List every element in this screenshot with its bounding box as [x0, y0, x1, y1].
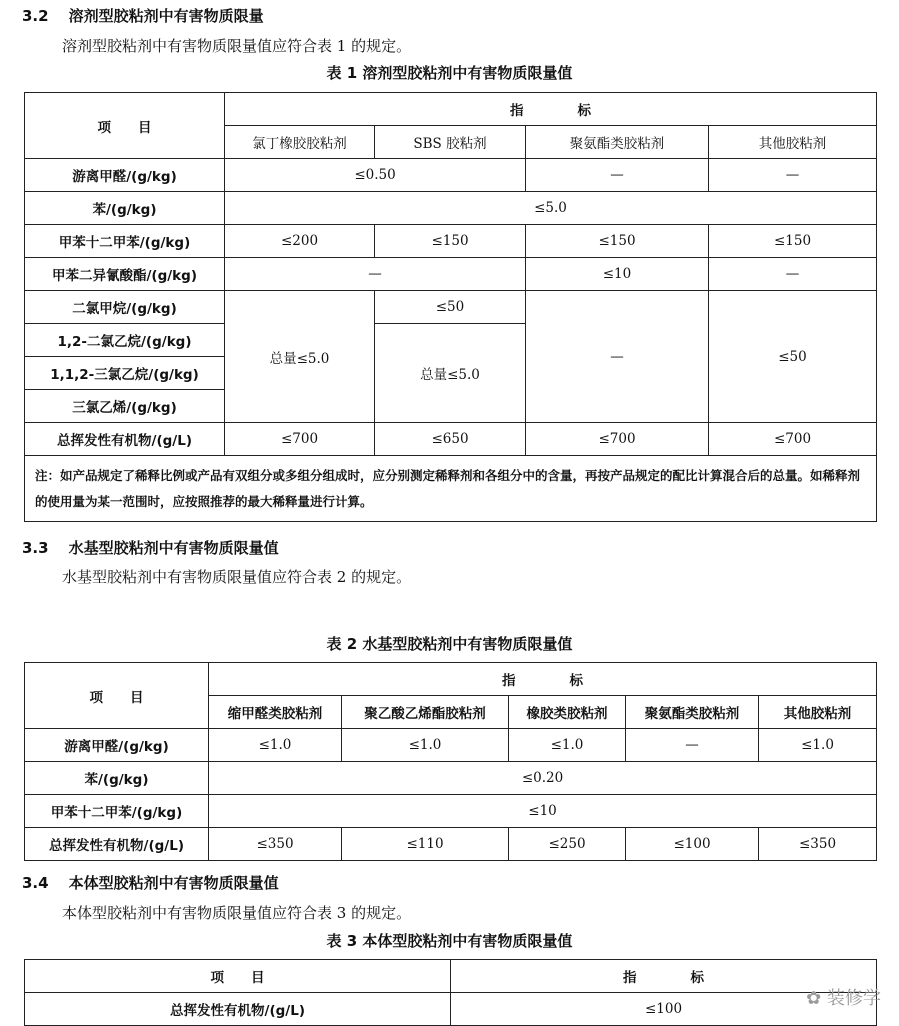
cell-value: 总量≤5.0 — [225, 291, 375, 423]
index-header: 指 标 — [209, 663, 877, 696]
watermark-text: 装修学 — [827, 988, 881, 1009]
index-header: 指 标 — [225, 93, 877, 126]
row-label: 三氯乙烯/(g/kg) — [25, 390, 225, 423]
table-2 — [24, 662, 877, 861]
section-number: 3.2 — [22, 7, 49, 25]
row-label: 总挥发性有机物/(g/L) — [25, 828, 209, 861]
item-header: 项 目 — [25, 663, 209, 729]
row-label: 总挥发性有机物/(g/L) — [25, 423, 225, 456]
section-number: 3.4 — [22, 874, 49, 892]
row-label: 甲苯十二甲苯/(g/kg) — [25, 795, 209, 828]
row-label: 甲苯十二甲苯/(g/kg) — [25, 225, 225, 258]
cell-value: — — [709, 159, 877, 192]
cell-value: ≤50 — [709, 291, 877, 423]
row-label: 游离甲醛/(g/kg) — [25, 159, 225, 192]
cell-value: ≤700 — [709, 423, 877, 456]
section-3-2-body: 溶剂型胶粘剂中有害物质限量值应符合表 1 的规定。 — [62, 37, 412, 55]
item-header: 项 目 — [25, 960, 451, 993]
cell-value: ≤1.0 — [209, 729, 342, 762]
cell-value: — — [526, 159, 709, 192]
cell-value: ≤5.0 — [225, 192, 877, 225]
index-header: 指 标 — [451, 960, 877, 993]
watermark — [806, 984, 881, 1010]
section-title: 水基型胶粘剂中有害物质限量值 — [68, 539, 279, 557]
row-label: 苯/(g/kg) — [25, 762, 209, 795]
cell-value: ≤50 — [375, 291, 526, 324]
column-header: 聚氨酯类胶粘剂 — [626, 696, 759, 729]
table-2-caption: 表 2 水基型胶粘剂中有害物质限量值 — [326, 635, 573, 653]
cell-value: ≤1.0 — [509, 729, 626, 762]
table-3-caption: 表 3 本体型胶粘剂中有害物质限量值 — [326, 932, 573, 950]
row-label: 游离甲醛/(g/kg) — [25, 729, 209, 762]
cell-value: — — [526, 291, 709, 423]
cell-value: ≤350 — [759, 828, 877, 861]
section-3-3-heading — [22, 537, 279, 558]
row-label: 二氯甲烷/(g/kg) — [25, 291, 225, 324]
section-number: 3.3 — [22, 539, 49, 557]
cell-value: — — [225, 258, 526, 291]
cell-value: ≤250 — [509, 828, 626, 861]
cell-value: ≤0.20 — [209, 762, 877, 795]
table-note-text: 注：如产品规定了稀释比例或产品有双组分或多组分组成时，应分别测定稀释剂和各组分中的含量，再按产品规定的配比计算混合后的总量。如稀释剂的使用量为某一范围时，应按照推荐的最大稀释量进行计算。 — [35, 467, 861, 509]
table-3 — [24, 959, 877, 1026]
column-header: 聚氨酯类胶粘剂 — [526, 126, 709, 159]
cell-value: ≤150 — [375, 225, 526, 258]
row-label: 甲苯二异氰酸酯/(g/kg) — [25, 258, 225, 291]
column-header: 缩甲醛类胶粘剂 — [209, 696, 342, 729]
cell-value: ≤650 — [375, 423, 526, 456]
cell-value: ≤700 — [526, 423, 709, 456]
cell-value: ≤200 — [225, 225, 375, 258]
cell-value: ≤1.0 — [759, 729, 877, 762]
cell-value: ≤1.0 — [342, 729, 509, 762]
column-header: 氯丁橡胶胶粘剂 — [225, 126, 375, 159]
row-label: 总挥发性有机物/(g/L) — [25, 993, 451, 1026]
cell-value: ≤700 — [225, 423, 375, 456]
cell-value: ≤350 — [209, 828, 342, 861]
row-label: 1,2-二氯乙烷/(g/kg) — [25, 324, 225, 357]
row-label: 1,1,2-三氯乙烷/(g/kg) — [25, 357, 225, 390]
section-3-4-heading — [22, 872, 279, 893]
cell-value: 总量≤5.0 — [375, 324, 526, 423]
cell-value: ≤10 — [209, 795, 877, 828]
cell-value: — — [709, 258, 877, 291]
cell-value: — — [626, 729, 759, 762]
item-header: 项 目 — [25, 93, 225, 159]
column-header: SBS 胶粘剂 — [375, 126, 526, 159]
column-header: 聚乙酸乙烯酯胶粘剂 — [342, 696, 509, 729]
column-header: 其他胶粘剂 — [709, 126, 877, 159]
table-1-caption: 表 1 溶剂型胶粘剂中有害物质限量值 — [326, 64, 573, 82]
row-label: 苯/(g/kg) — [25, 192, 225, 225]
cell-value: ≤150 — [526, 225, 709, 258]
section-3-3-body: 水基型胶粘剂中有害物质限量值应符合表 2 的规定。 — [62, 568, 412, 586]
section-3-2-heading — [22, 5, 264, 26]
cell-value: ≤150 — [709, 225, 877, 258]
cell-value: ≤10 — [526, 258, 709, 291]
section-title: 本体型胶粘剂中有害物质限量值 — [68, 874, 279, 892]
cell-value: ≤0.50 — [225, 159, 526, 192]
cell-value: ≤100 — [451, 993, 877, 1026]
cell-value: ≤110 — [342, 828, 509, 861]
table-note — [25, 456, 877, 522]
section-3-4-body: 本体型胶粘剂中有害物质限量值应符合表 3 的规定。 — [62, 904, 412, 922]
table-1 — [24, 92, 877, 522]
cell-value: ≤100 — [626, 828, 759, 861]
column-header: 其他胶粘剂 — [759, 696, 877, 729]
wechat-icon: ✿ — [806, 988, 822, 1009]
column-header: 橡胶类胶粘剂 — [509, 696, 626, 729]
section-title: 溶剂型胶粘剂中有害物质限量 — [68, 7, 264, 25]
